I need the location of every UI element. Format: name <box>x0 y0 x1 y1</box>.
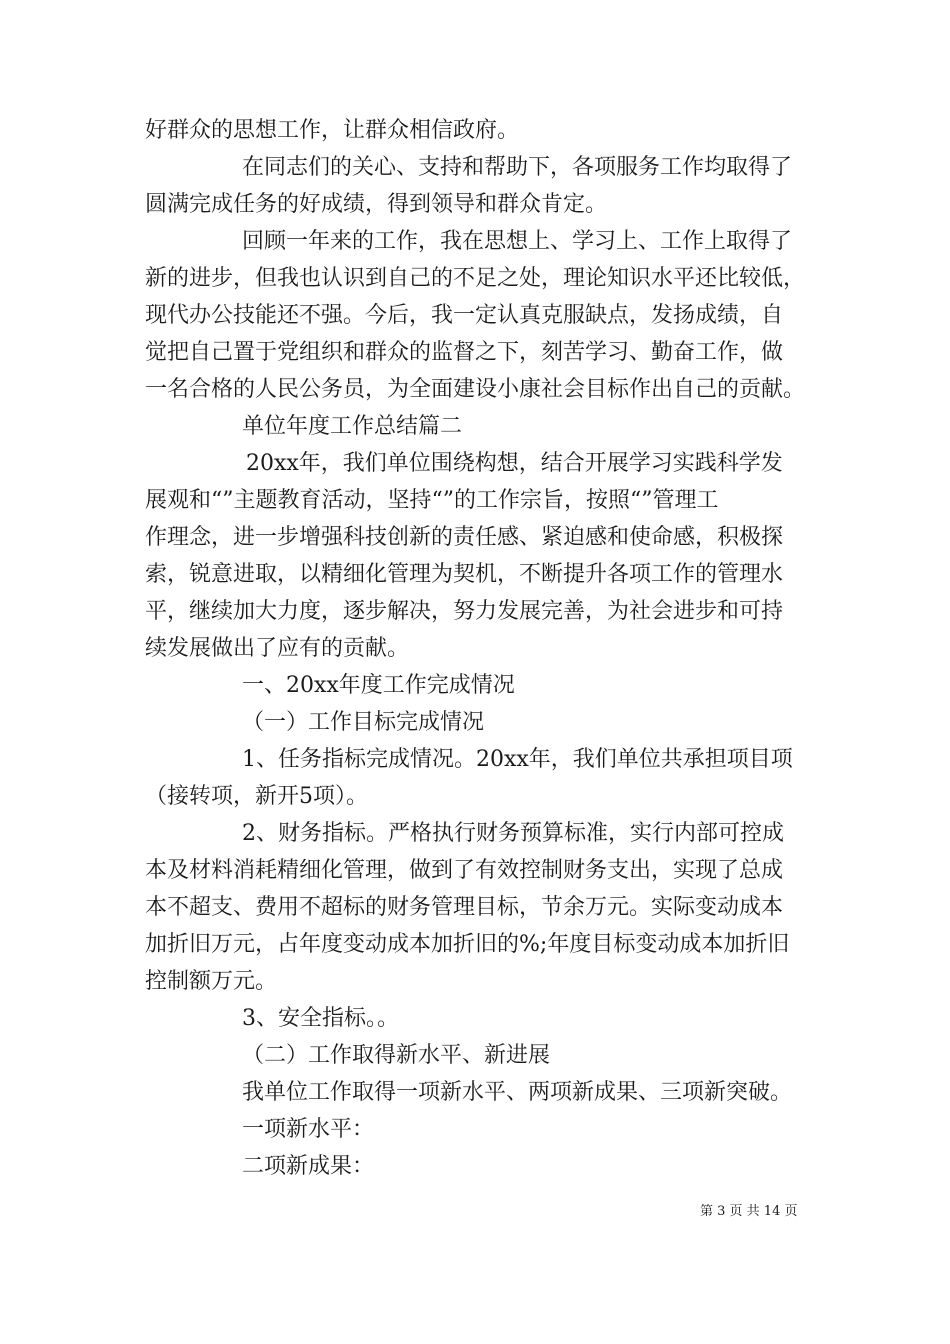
section-heading: 一、20xx年度工作完成情况 <box>242 673 515 698</box>
text-line: 平，继续加大力度，逐步解决，努力发展完善，为社会进步和可持 <box>145 599 784 624</box>
text-line: 3、安全指标。。 <box>242 1006 399 1031</box>
text-line: 新的进步，但我也认识到自己的不足之处，理论知识水平还比较低， <box>145 266 806 291</box>
text-line: 好群众的思想工作，让群众相信政府。 <box>145 118 520 143</box>
text-line: 本及材料消耗精细化管理，做到了有效控制财务支出，实现了总成 <box>145 858 784 883</box>
text-line: （接转项，新开5项）。 <box>145 784 368 809</box>
text-line: 我单位工作取得一项新水平、两项新成果、三项新突破。 <box>242 1080 793 1105</box>
text-line: 回顾一年来的工作，我在思想上、学习上、工作上取得了 <box>242 229 793 254</box>
text-line: 现代办公技能还不强。今后，我一定认真克服缺点，发扬成绩，自 <box>145 303 784 328</box>
text-line: 二项新成果： <box>242 1154 375 1179</box>
text-line: 展观和“”主题教育活动，坚持“”的工作宗旨，按照“”管理工 <box>145 488 719 513</box>
section-heading: 单位年度工作总结篇二 <box>242 414 463 439</box>
text-line: 觉把自己置于党组织和群众的监督之下，刻苦学习、勤奋工作，做 <box>145 340 784 365</box>
document-body <box>145 112 825 1185</box>
text-line: 圆满完成任务的好成绩，得到领导和群众肯定。 <box>145 192 608 217</box>
text-line: 20xx年，我们单位围绕构想，结合开展学习实践科学发 <box>246 451 783 476</box>
text-line: 一项新水平： <box>242 1117 375 1142</box>
page-number: 第 3 页 共 14 页 <box>700 1204 798 1219</box>
subsection-heading: （一）工作目标完成情况 <box>242 710 485 735</box>
text-line: 续发展做出了应有的贡献。 <box>145 636 410 661</box>
text-line: 控制额万元。 <box>145 969 278 994</box>
text-line: 在同志们的关心、支持和帮助下，各项服务工作均取得了 <box>242 155 793 180</box>
text-line: 作理念，进一步增强科技创新的责任感、紧迫感和使命感，积极探 <box>145 525 784 550</box>
text-line: 本不超支、费用不超标的财务管理目标，节余万元。实际变动成本 <box>145 895 784 920</box>
subsection-heading: （二）工作取得新水平、新进展 <box>242 1043 551 1068</box>
text-line: 索，锐意进取，以精细化管理为契机，不断提升各项工作的管理水 <box>145 562 784 587</box>
text-line: 加折旧万元，占年度变动成本加折旧的%;年度目标变动成本加折旧 <box>145 932 790 957</box>
text-line: 2、财务指标。严格执行财务预算标准，实行内部可控成 <box>242 821 784 846</box>
text-line: 一名合格的人民公务员，为全面建设小康社会目标作出自己的贡献。 <box>145 377 806 402</box>
text-line: 1、任务指标完成情况。20xx年，我们单位共承担项目项 <box>242 747 793 772</box>
